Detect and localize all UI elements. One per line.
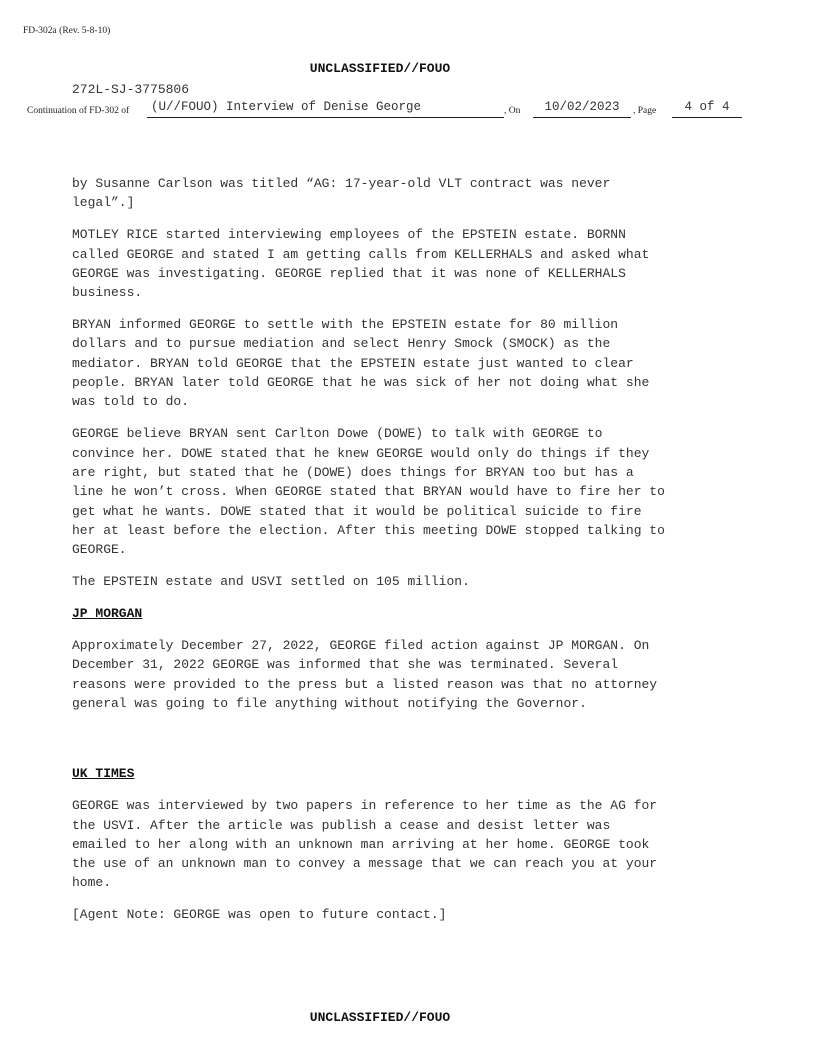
section-heading-uk-times: UK TIMES (72, 766, 135, 782)
paragraph: Approximately December 27, 2022, GEORGE filed action against JP MORGAN. On December 31, 2022 GEORGE was informed that she was terminated. Several reasons were provided to the press but a listed reason was that no attorney general was going to file anything without notifying the Governor. (72, 638, 658, 711)
interview-subject-field: (U//FOUO) Interview of Denise George (147, 100, 504, 118)
form-id: FD-302a (Rev. 5-8-10) (23, 26, 111, 36)
continuation-prefix: Continuation of FD-302 of (27, 106, 130, 116)
classification-footer: UNCLASSIFIED//FOUO (309, 1010, 451, 1025)
continuation-line (27, 100, 747, 120)
interview-date-field: 10/02/2023 (533, 100, 631, 118)
page-label: , Page (633, 106, 657, 116)
case-number: 272L-SJ-3775806 (72, 82, 190, 97)
narrative-body (72, 174, 752, 937)
section-heading-jp-morgan: JP MORGAN (72, 606, 143, 622)
agent-note: [Agent Note: GEORGE was open to future contact.] (72, 907, 447, 923)
paragraph: GEORGE believe BRYAN sent Carlton Dowe (DOWE) to talk with GEORGE to convince her. DOWE stated that he knew GEORGE would only do things if they are right, but stated that he (DOWE) does things for BRYAN too but has a line he won’t cross. When GEORGE stated that BRYAN would have to fire her to get what he wants. DOWE stated that it would be political suicide to fire her at least before the election. After this meeting DOWE stopped talking to GEORGE. (72, 426, 665, 558)
paragraph: by Susanne Carlson was titled “AG: 17-year-old VLT contract was never legal”.] (72, 176, 611, 211)
paragraph: The EPSTEIN estate and USVI settled on 105 million. (72, 574, 470, 590)
paragraph: GEORGE was interviewed by two papers in reference to her time as the AG for the USVI. After the article was publish a cease and desist letter was emailed to her along with an unknown man arriving at her home. GEORGE took the use of an unknown man to convey a message that we can reach you at your home. (72, 798, 658, 891)
classification-header: UNCLASSIFIED//FOUO (309, 61, 451, 76)
on-label: , On (504, 106, 521, 116)
paragraph: BRYAN informed GEORGE to settle with the EPSTEIN estate for 80 million dollars and to pursue mediation and select Henry Smock (SMOCK) as the mediator. BRYAN told GEORGE that the EPSTEIN estate just wanted to clear people. BRYAN later told GEORGE that he was sick of her not doing what she was told to do. (72, 317, 650, 410)
page-number-field: 4 of 4 (672, 100, 742, 118)
paragraph: MOTLEY RICE started interviewing employees of the EPSTEIN estate. BORNN called GEORGE and stated I am getting calls from KELLERHALS and asked what GEORGE was investigating. GEORGE replied that it was none of KELLERHALS business. (72, 227, 650, 301)
